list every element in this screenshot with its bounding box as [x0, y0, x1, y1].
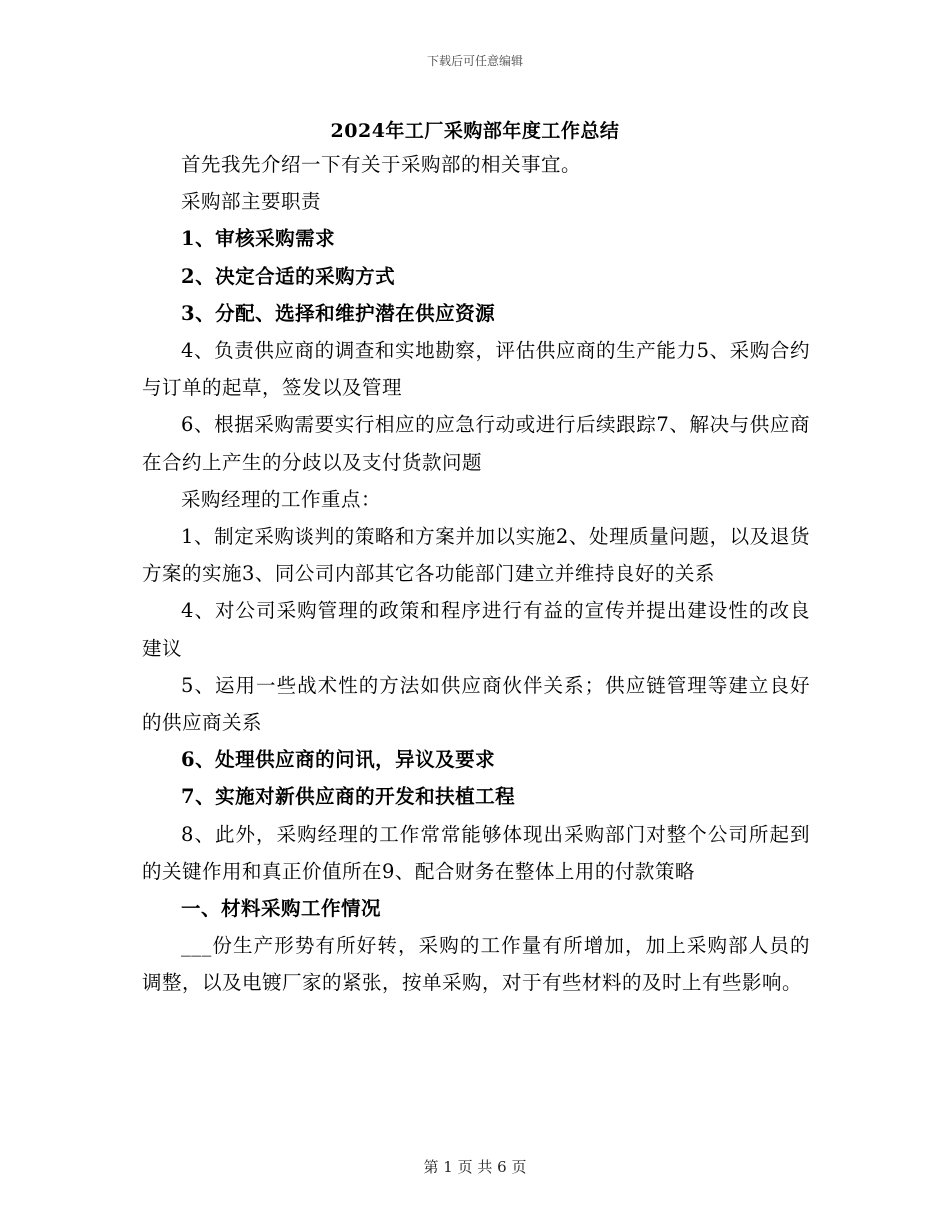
page-footer: 第 1 页 共 6 页 [423, 1158, 527, 1176]
document-body [142, 146, 810, 1002]
paragraph: ___份生产形势有所好转，采购的工作量有所增加，加上采购部人员的调整，以及电镀厂家的紧张，按单采购，对于有些材料的及时上有些影响。 [142, 934, 810, 995]
section-heading: 一、材料采购工作情况 [181, 897, 382, 921]
paragraph: 3、分配、选择和维护潜在供应资源 [181, 301, 496, 325]
paragraph: 8、此外，采购经理的工作常常能够体现出采购部门对整个公司所起到的关键作用和真正价值所在9、配合财务在整体上用的付款策略 [142, 822, 810, 883]
document-title: 2024年工厂采购部年度工作总结 [330, 120, 620, 142]
header-note: 下载后可任意编辑 [426, 54, 523, 68]
paragraph: 采购经理的工作重点： [181, 487, 382, 511]
paragraph: 4、对公司采购管理的政策和程序进行有益的宣传并提出建设性的改良建议 [142, 599, 810, 660]
paragraph: 4、负责供应商的调查和实地勘察，评估供应商的生产能力5、采购合约与订单的起草，签发以及管理 [142, 339, 810, 400]
paragraph: 6、处理供应商的问讯，异议及要求 [181, 748, 496, 772]
paragraph: 采购部主要职责 [181, 190, 322, 214]
paragraph: 7、实施对新供应商的开发和扶植工程 [181, 785, 516, 809]
paragraph: 5、运用一些战术性的方法如供应商伙伴关系；供应链管理等建立良好的供应商关系 [142, 673, 810, 735]
paragraph: 1、制定采购谈判的策略和方案并加以实施2、处理质量问题，以及退货方案的实施3、同公司内部其它各功能部门建立并维持良好的关系 [142, 525, 810, 586]
paragraph: 6、根据采购需要实行相应的应急行动或进行后续跟踪7、解决与供应商在合约上产生的分歧以及支付货款问题 [142, 413, 810, 474]
paragraph: 1、审核采购需求 [181, 227, 336, 251]
paragraph: 2、决定合适的采购方式 [181, 264, 396, 288]
paragraph: 首先我先介绍一下有关于采购部的相关事宜。 [181, 153, 582, 176]
